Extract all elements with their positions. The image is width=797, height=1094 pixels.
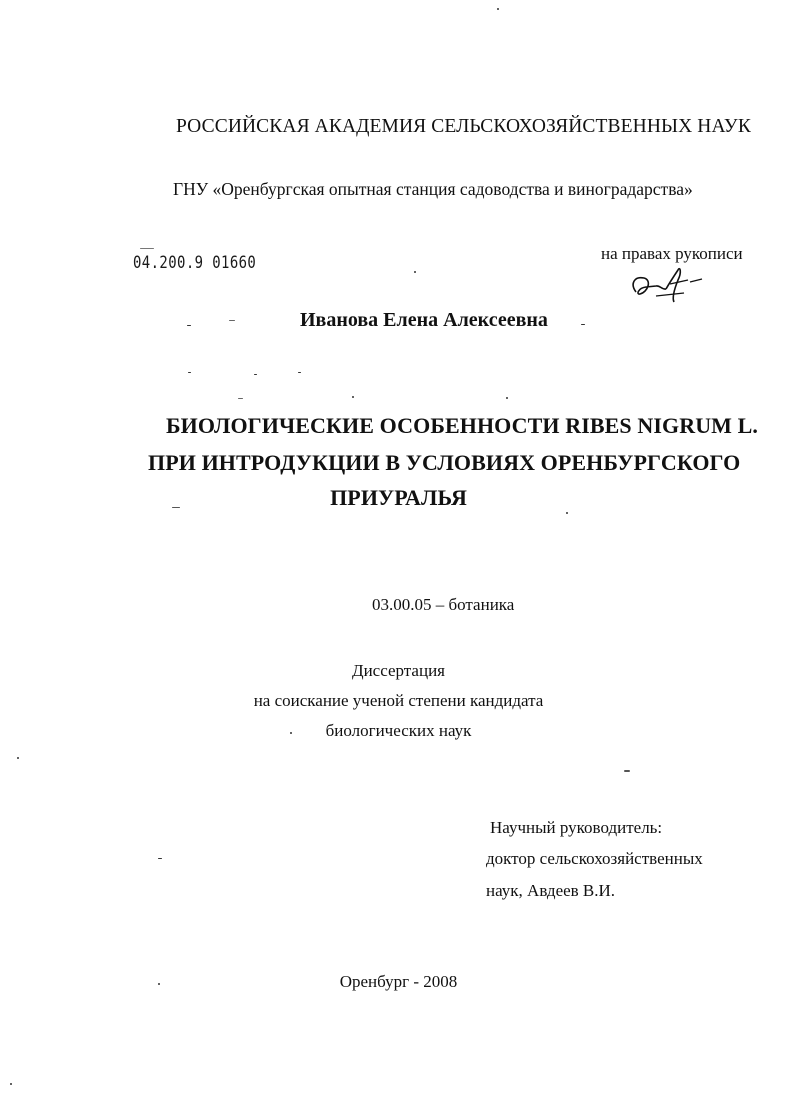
scan-speck: [352, 396, 354, 398]
author-name: Иванова Елена Алексеевна: [300, 309, 548, 331]
degree-line-2: биологических наук: [325, 721, 472, 740]
scan-speck: [290, 732, 292, 734]
scan-speck: [229, 320, 235, 321]
document-type: Диссертация: [351, 661, 445, 680]
scan-speck: [140, 248, 154, 249]
scan-speck: [158, 983, 160, 985]
scan-speck: [17, 757, 19, 759]
scan-speck: [566, 512, 568, 514]
supervisor-label: Научный руководитель:: [490, 818, 663, 837]
dissertation-title-line-3: ПРИУРАЛЬЯ: [330, 485, 467, 510]
scan-speck: [506, 397, 508, 399]
scan-speck: [187, 325, 191, 326]
supervisor-name: наук, Авдеев В.И.: [486, 881, 616, 900]
scan-speck: [414, 271, 416, 273]
academy-heading: РОССИЙСКАЯ АКАДЕМИЯ СЕЛЬСКОХОЗЯЙСТВЕННЫХ НАУК: [176, 116, 751, 137]
scan-speck: [298, 372, 301, 373]
degree-line-1: на соискание ученой степени кандидата: [253, 691, 544, 710]
handwritten-signature: [626, 262, 706, 312]
scan-speck: [624, 770, 630, 772]
specialty-code: 03.00.05 – ботаника: [372, 595, 515, 614]
scan-speck: [581, 324, 585, 325]
scan-speck: [238, 398, 243, 399]
manuscript-rights-label: на правах рукописи: [601, 244, 743, 263]
scan-speck: [158, 858, 162, 859]
dissertation-title-line-2: ПРИ ИНТРОДУКЦИИ В УСЛОВИЯХ ОРЕНБУРГСКОГО: [148, 450, 741, 475]
institution-name: ГНУ «Оренбургская опытная станция садоводства и виноградарства»: [173, 179, 693, 199]
city-year: Оренбург - 2008: [339, 972, 458, 991]
scan-speck: [172, 507, 180, 508]
scan-speck: [188, 372, 191, 373]
scan-speck: [497, 8, 499, 10]
dissertation-title-line-1: БИОЛОГИЧЕСКИЕ ОСОБЕННОСТИ RIBES NIGRUM L.: [166, 413, 759, 438]
scan-speck: [10, 1083, 12, 1085]
scan-speck: [254, 374, 257, 375]
catalog-number-stamp: 04.200.9 01660: [133, 253, 257, 273]
supervisor-degree: доктор сельскохозяйственных: [486, 849, 703, 868]
